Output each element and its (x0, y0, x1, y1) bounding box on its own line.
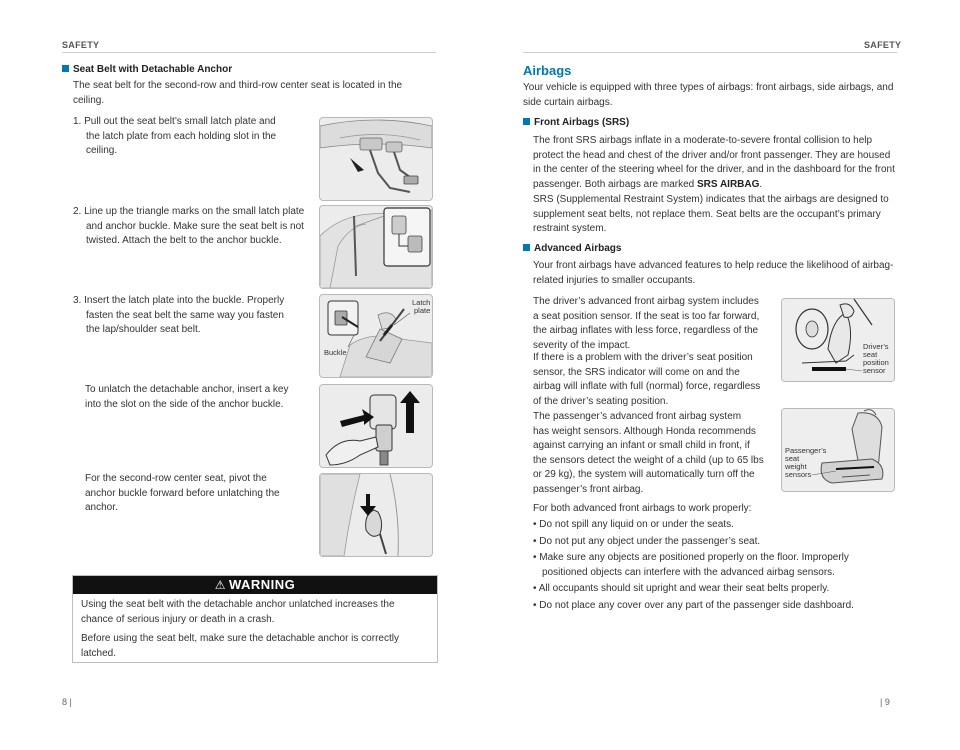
airbag-rules-list (533, 518, 903, 614)
advanced-airbags-heading: Advanced Airbags (523, 243, 621, 254)
unlatch-text: To unlatch the detachable anchor, insert a key into the slot on the side of the anchor buckle. (85, 384, 289, 410)
seat-belt-section-heading: Seat Belt with Detachable Anchor (62, 64, 232, 75)
passenger-sensor-label-3: weight (785, 462, 807, 471)
warning-paragraph-2: Before using the seat belt, make sure the detachable anchor is correctly latched. (81, 633, 399, 659)
step-2-text: 2. Line up the triangle marks on the small latch plate and anchor buckle. Make sure the seat belt is not twisted. Attach the belt to the anchor buckle. (73, 206, 305, 247)
latch-plate-label-line1: Latch (412, 298, 431, 307)
list-item: • Make sure any objects are positioned properly on the floor. Improperly positioned objects can interfere with the advanced airbag sensors. (533, 552, 849, 578)
list-item: • Do not put any object under the passenger’s seat. (533, 535, 761, 547)
section-bullet-icon (62, 65, 69, 72)
driver-sensor-label-3: position (863, 358, 889, 367)
left-page-number: 8 | (62, 697, 72, 707)
both-airbags-intro: For both advanced front airbags to work properly: (533, 503, 752, 514)
left-page-header: SAFETY (62, 40, 100, 50)
pivot-anchor-text: For the second-row center seat, pivot the anchor buckle forward before unlatching the anchor. (85, 473, 280, 514)
driver-sensor-label-2: seat (863, 350, 878, 359)
latch-plate-buckle-illustration (319, 294, 433, 378)
passenger-weight-sensor-illustration (781, 408, 895, 492)
srs-airbag-mark: SRS AIRBAG (696, 178, 760, 190)
seat-belt-intro: The seat belt for the second-row and third-row center seat is located in the ceiling. (73, 80, 403, 106)
warning-title-bar: ⚠ WARNING (73, 576, 437, 594)
section-bullet-icon (523, 244, 530, 251)
right-page-number: | 9 (880, 697, 890, 707)
pivot-buckle-illustration (319, 473, 433, 557)
warning-paragraph-1: Using the seat belt with the detachable anchor unlatched increases the chance of serious injury or death in a crash. (81, 599, 395, 625)
list-item: • Do not place any cover over any part of the passenger side dashboard. (533, 599, 854, 611)
driver-airbag-paragraph-1: The driver’s advanced front airbag system includes a seat position sensor. If the seat is too far forward, the airbag inflates with less force, regardless of the severity of the impact. (533, 296, 760, 351)
list-item: • All occupants should sit upright and wear their seat belts properly. (533, 583, 830, 595)
passenger-sensor-label-4: sensors (785, 470, 812, 479)
airbags-title: Airbags (523, 63, 572, 78)
passenger-airbag-paragraph: The passenger’s advanced front airbag system has weight sensors. Although Honda recommends against carrying an infant or small child in front, if the sensors detect the weight of a child (up to 65 lbs or 29 kg), the system will automatically turn off the passenger’s front airbag. (533, 411, 764, 495)
front-airbags-paragraph-2: SRS (Supplemental Restraint System) indicates that the airbags are designed to supplement seat belts, not replace them. Seat belts are the occupant’s primary restraint system. (533, 194, 889, 235)
left-header-rule (62, 52, 436, 53)
driver-sensor-label-4: sensor (863, 366, 886, 375)
advanced-airbags-intro: Your front airbags have advanced features to help reduce the likelihood of airbag- related injuries to smaller occupants. (533, 260, 894, 286)
driver-airbag-paragraph-2: If there is a problem with the driver’s seat position sensor, the SRS indicator will come on and the airbag will inflate with full (normal) force, regardless of the driver’s seating position. (533, 352, 761, 407)
warning-box (72, 575, 438, 663)
right-header-rule (523, 52, 897, 53)
passenger-sensor-label-1: Passenger’s (785, 446, 827, 455)
right-page-header: SAFETY (864, 40, 902, 50)
latch-plate-label-line2: plate (414, 306, 431, 315)
list-item: • Do not spill any liquid on or under the seats. (533, 519, 734, 530)
step-1-text: 1. Pull out the seat belt’s small latch plate and the latch plate from each holding slot in the ceiling. (73, 116, 277, 157)
front-airbags-heading: Front Airbags (SRS) (523, 117, 629, 128)
ceiling-latch-illustration (319, 117, 433, 201)
driver-sensor-label-1: Driver’s (863, 342, 889, 351)
anchor-buckle-illustration (319, 205, 433, 289)
front-airbags-paragraph-1: The front SRS airbags inflate in a moderate-to-severe frontal collision to help protect the head and chest of the driver and/or front passenger. They are housed in the center of the steering wheel for the driver, and in the dashboard for the front passenger. Both airbags are marked SRS AIRBAG. (533, 135, 895, 190)
passenger-sensor-label-2: seat (785, 454, 800, 463)
step-3-text: 3. Insert the latch plate into the buckle. Properly fasten the seat belt the same way you fasten the lap/shoulder seat belt. (73, 295, 285, 336)
buckle-label: Buckle (324, 348, 347, 357)
airbags-intro: Your vehicle is equipped with three types of airbags: front airbags, side airbags, and side curtain airbags. (523, 82, 894, 108)
section-bullet-icon (523, 118, 530, 125)
driver-seat-sensor-illustration (781, 298, 895, 382)
key-unlatch-illustration (319, 384, 433, 468)
warning-body (73, 594, 437, 670)
warning-triangle-icon: ⚠ (214, 578, 226, 592)
